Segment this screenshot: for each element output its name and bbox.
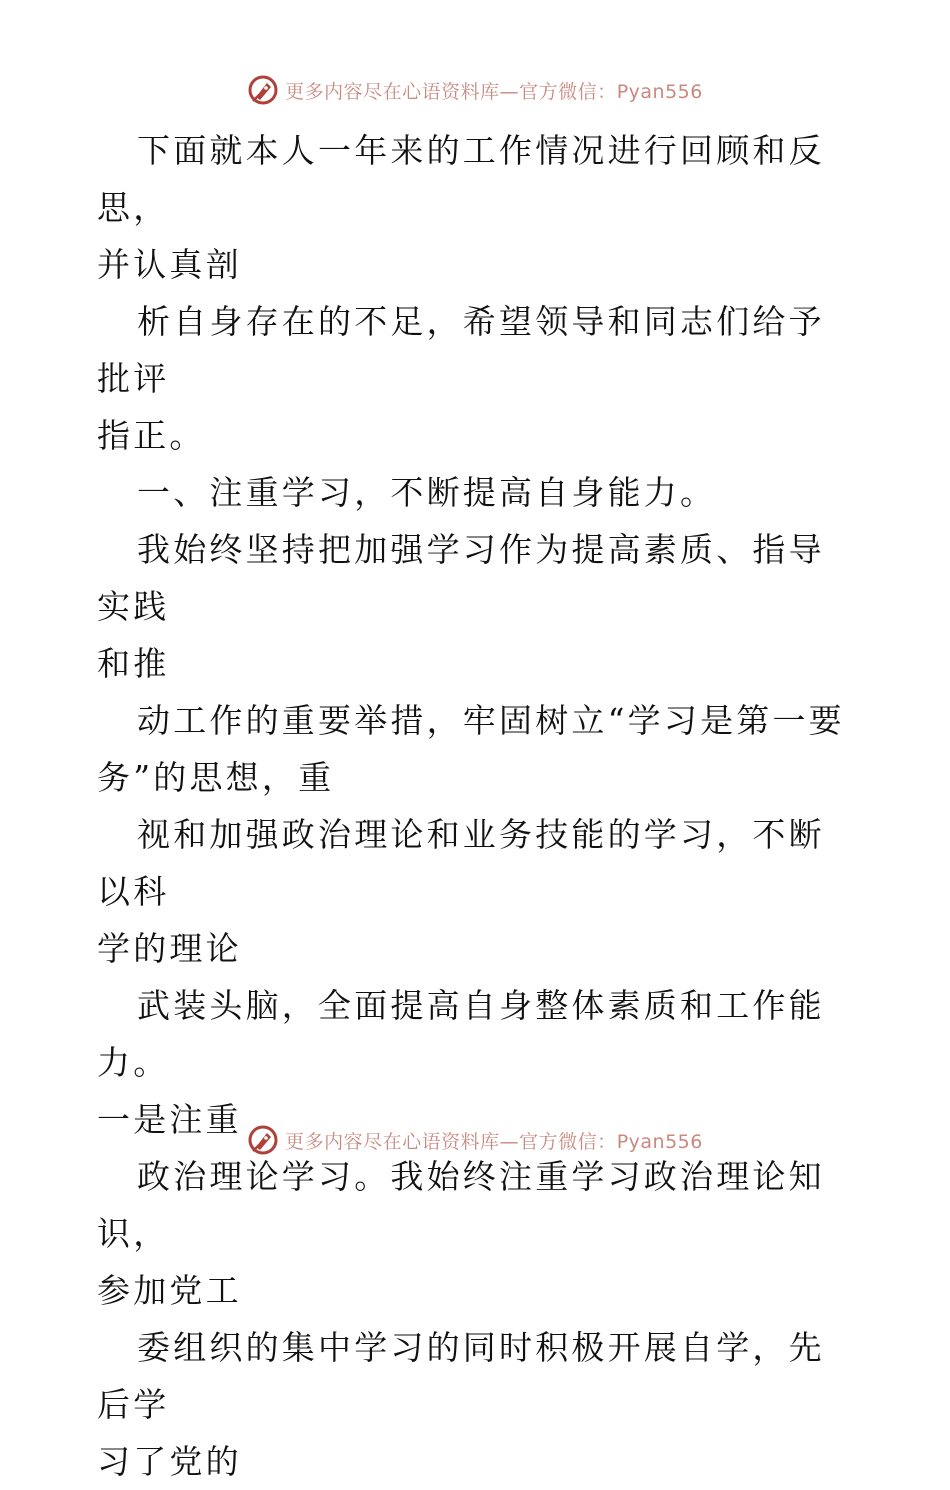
paragraph-line: 学的理论 <box>97 929 242 968</box>
paragraph-line: 下面就本人一年来的工作情况进行回顾和反思， <box>97 131 825 227</box>
watermark-text <box>285 77 703 104</box>
pen-nib-circle-icon <box>247 74 279 106</box>
paragraph-line: 务”的思想，重 <box>97 758 335 797</box>
paragraph-line: 动工作的重要举措，牢固树立“学习是第一要 <box>137 701 845 740</box>
watermark-footer <box>0 1120 950 1160</box>
watermark-separator: —官方微信： <box>499 80 617 103</box>
section-heading <box>97 464 857 521</box>
paragraph-line: 并认真剖 <box>97 245 242 284</box>
pen-nib-circle-icon <box>247 1124 279 1156</box>
paragraph <box>97 1148 857 1319</box>
watermark-separator: —官方微信： <box>499 1130 617 1153</box>
paragraph-line: 一是注重 <box>97 1100 242 1139</box>
paragraph <box>97 806 857 977</box>
paragraph-line: 指正。 <box>97 416 206 455</box>
paragraph-line: 析自身存在的不足，希望领导和同志们给予批评 <box>97 302 825 398</box>
paragraph-line: 视和加强政治理论和业务技能的学习，不断以科 <box>97 815 825 911</box>
watermark-header <box>0 70 950 110</box>
paragraph-line: 我始终坚持把加强学习作为提高素质、指导实践 <box>97 530 825 626</box>
paragraph <box>97 521 857 692</box>
watermark-wechat-id: Pyan556 <box>616 80 703 103</box>
paragraph <box>97 122 857 293</box>
paragraph <box>97 1319 857 1490</box>
paragraph-line: 委组织的集中学习的同时积极开展自学，先后学 <box>97 1328 825 1424</box>
watermark-text <box>285 1127 703 1154</box>
paragraph-line: 和推 <box>97 644 170 683</box>
paragraph-line: 参加党工 <box>97 1271 242 1310</box>
watermark-brand: 更多内容尽在心语资料库 <box>285 80 500 103</box>
paragraph-line: 习了党的 <box>97 1442 242 1481</box>
document-body <box>97 122 857 1490</box>
watermark-wechat-id: Pyan556 <box>616 1130 703 1153</box>
paragraph-line: 一、注重学习，不断提高自身能力。 <box>137 473 717 512</box>
paragraph-line: 政治理论学习。我始终注重学习政治理论知识， <box>97 1157 825 1253</box>
paragraph-line: 武装头脑，全面提高自身整体素质和工作能力。 <box>97 986 825 1082</box>
watermark-brand: 更多内容尽在心语资料库 <box>285 1130 500 1153</box>
paragraph <box>97 692 857 806</box>
paragraph <box>97 293 857 464</box>
